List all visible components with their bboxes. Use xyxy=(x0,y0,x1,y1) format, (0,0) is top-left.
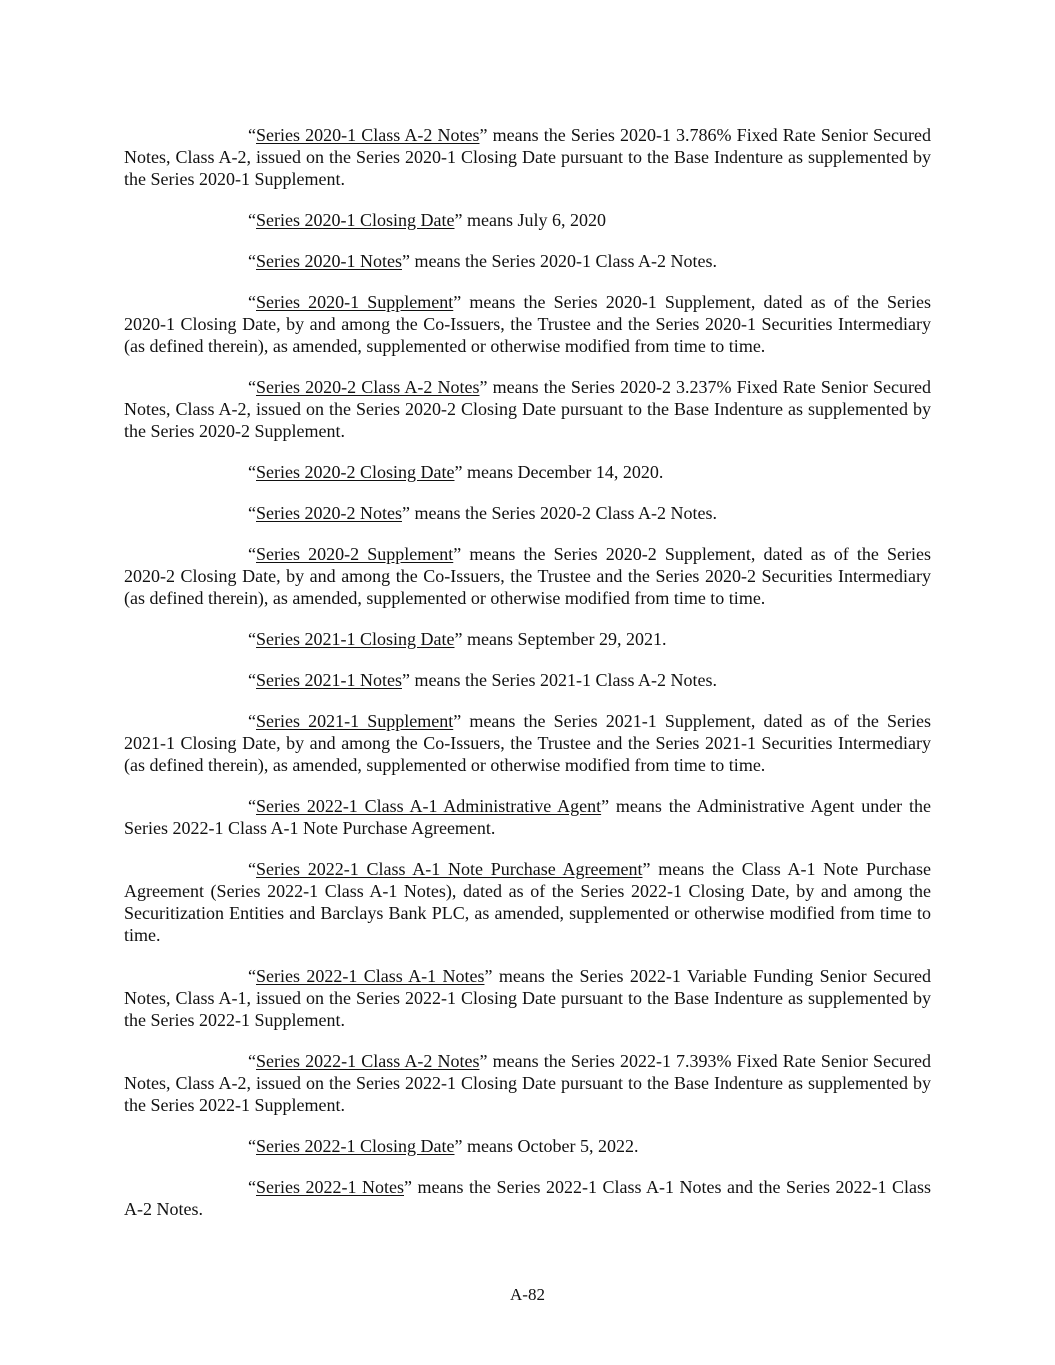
defined-term: Series 2022-1 Closing Date xyxy=(256,1136,455,1156)
defined-term: Series 2020-2 Class A-2 Notes xyxy=(256,377,480,397)
definition-text: means the Series 2020-2 Class A-2 Notes. xyxy=(409,503,717,523)
definition-text: means October 5, 2022. xyxy=(462,1136,639,1156)
defined-term: Series 2021-1 Closing Date xyxy=(256,629,455,649)
document-body xyxy=(124,124,931,1239)
definition-paragraph: “Series 2021-1 Supplement” means the Series 2021-1 Supplement, dated as of the Series 2021-1 Closing Date, by and among the Co-Issuers, the Trustee and the Series 2021-1 Securities Intermediary (as defined therein), as amended, supplemented or otherwise modified from time to time. xyxy=(124,711,931,775)
definition-paragraph: “Series 2022-1 Class A-1 Administrative Agent” means the Administrative Agent under the Series 2022-1 Class A-1 Note Purchase Agreement. xyxy=(124,796,931,838)
defined-term: Series 2020-1 Closing Date xyxy=(256,210,455,230)
definition-paragraph: “Series 2022-1 Class A-1 Note Purchase Agreement” means the Class A-1 Note Purchase Agreement (Series 2022-1 Class A-1 Notes), dated as of the Series 2022-1 Closing Date, by and among the Securitization Entities and Barclays Bank PLC, as amended, supplemented or otherwise modified from time to time. xyxy=(124,859,931,945)
definition-paragraph: “Series 2020-2 Closing Date” means December 14, 2020. xyxy=(248,462,664,482)
definition-text: means the Series 2020-1 Supplement, dated as of the Series 2020-1 Closing Date, by and among the Co-Issuers, the Trustee and the Series 2020-1 Securities Intermediary (as defined therein), as amended, supplemented or otherwise modified from time to time. xyxy=(124,292,931,356)
definition-text: means the Administrative Agent under the Series 2022-1 Class A-1 Note Purchase Agreement. xyxy=(124,796,931,838)
page-number: A-82 xyxy=(510,1285,545,1304)
definition-paragraph: “Series 2022-1 Class A-1 Notes” means the Series 2022-1 Variable Funding Senior Secured Notes, Class A-1, issued on the Series 2022-1 Closing Date pursuant to the Base Indenture as supplemented by the Series 2022-1 Supplement. xyxy=(124,966,931,1030)
defined-term: Series 2020-1 Class A-2 Notes xyxy=(256,125,480,145)
definition-paragraph: “Series 2020-1 Closing Date” means July 6, 2020 xyxy=(248,210,606,230)
definition-text: means December 14, 2020. xyxy=(462,462,664,482)
defined-term: Series 2022-1 Class A-2 Notes xyxy=(256,1051,480,1071)
definition-paragraph: “Series 2020-1 Supplement” means the Series 2020-1 Supplement, dated as of the Series 2020-1 Closing Date, by and among the Co-Issuers, the Trustee and the Series 2020-1 Securities Intermediary (as defined therein), as amended, supplemented or otherwise modified from time to time. xyxy=(124,292,931,356)
definition-text: means the Series 2020-1 3.786% Fixed Rate Senior Secured Notes, Class A-2, issued on the Series 2020-1 Closing Date pursuant to the Base Indenture as supplemented by the Series 2020-1 Supplement. xyxy=(124,125,932,189)
definition-paragraph: “Series 2021-1 Closing Date” means September 29, 2021. xyxy=(248,629,667,649)
definition-paragraph: “Series 2022-1 Closing Date” means October 5, 2022. xyxy=(248,1136,639,1156)
definition-text: means the Series 2022-1 Variable Funding Senior Secured Notes, Class A-1, issued on the Series 2022-1 Closing Date pursuant to the Base Indenture as supplemented by the Series 2022-1 Supplement. xyxy=(124,966,931,1030)
definition-paragraph: “Series 2022-1 Class A-2 Notes” means the Series 2022-1 7.393% Fixed Rate Senior Secured Notes, Class A-2, issued on the Series 2022-1 Closing Date pursuant to the Base Indenture as supplemented by the Series 2022-1 Supplement. xyxy=(124,1051,932,1115)
definition-text: means the Series 2020-1 Class A-2 Notes. xyxy=(409,251,717,271)
defined-term: Series 2020-2 Closing Date xyxy=(256,462,455,482)
definition-paragraph: “Series 2021-1 Notes” means the Series 2021-1 Class A-2 Notes. xyxy=(248,670,717,690)
defined-term: Series 2022-1 Class A-1 Administrative Agent xyxy=(256,796,602,816)
defined-term: Series 2020-1 Supplement xyxy=(256,292,454,312)
definition-text: means the Series 2022-1 Class A-1 Notes and the Series 2022-1 Class A-2 Notes. xyxy=(124,1177,931,1219)
defined-term: Series 2020-1 Notes xyxy=(256,251,402,271)
defined-term: Series 2020-2 Supplement xyxy=(256,544,454,564)
definition-text: means July 6, 2020 xyxy=(462,210,606,230)
definition-text: means the Series 2021-1 Class A-2 Notes. xyxy=(409,670,717,690)
definition-text: means the Series 2021-1 Supplement, dated as of the Series 2021-1 Closing Date, by and among the Co-Issuers, the Trustee and the Series 2021-1 Securities Intermediary (as defined therein), as amended, supplemented or otherwise modified from time to time. xyxy=(124,711,931,775)
definition-text: means September 29, 2021. xyxy=(462,629,667,649)
definition-text: means the Class A-1 Note Purchase Agreement (Series 2022-1 Class A-1 Notes), dated as of the Series 2022-1 Closing Date, by and among the Securitization Entities and Barclays Bank PLC, as amended, supplemented or otherwise modified from time to time. xyxy=(124,859,931,945)
definition-text: means the Series 2020-2 3.237% Fixed Rate Senior Secured Notes, Class A-2, issued on the Series 2020-2 Closing Date pursuant to the Base Indenture as supplemented by the Series 2020-2 Supplement. xyxy=(124,377,932,441)
definition-paragraph: “Series 2020-2 Supplement” means the Series 2020-2 Supplement, dated as of the Series 2020-2 Closing Date, by and among the Co-Issuers, the Trustee and the Series 2020-2 Securities Intermediary (as defined therein), as amended, supplemented or otherwise modified from time to time. xyxy=(124,544,931,608)
definition-paragraph: “Series 2020-2 Class A-2 Notes” means the Series 2020-2 3.237% Fixed Rate Senior Secured Notes, Class A-2, issued on the Series 2020-2 Closing Date pursuant to the Base Indenture as supplemented by the Series 2020-2 Supplement. xyxy=(124,377,932,441)
definition-paragraph: “Series 2022-1 Notes” means the Series 2022-1 Class A-1 Notes and the Series 2022-1 Class A-2 Notes. xyxy=(124,1177,931,1219)
defined-term: Series 2021-1 Supplement xyxy=(256,711,454,731)
defined-term: Series 2022-1 Class A-1 Note Purchase Agreement xyxy=(256,859,643,879)
defined-term: Series 2022-1 Class A-1 Notes xyxy=(256,966,485,986)
definition-paragraph: “Series 2020-2 Notes” means the Series 2020-2 Class A-2 Notes. xyxy=(248,503,717,523)
definition-text: means the Series 2022-1 7.393% Fixed Rate Senior Secured Notes, Class A-2, issued on the Series 2022-1 Closing Date pursuant to the Base Indenture as supplemented by the Series 2022-1 Supplement. xyxy=(124,1051,932,1115)
definition-text: means the Series 2020-2 Supplement, dated as of the Series 2020-2 Closing Date, by and among the Co-Issuers, the Trustee and the Series 2020-2 Securities Intermediary (as defined therein), as amended, supplemented or otherwise modified from time to time. xyxy=(124,544,931,608)
defined-term: Series 2021-1 Notes xyxy=(256,670,402,690)
defined-term: Series 2020-2 Notes xyxy=(256,503,402,523)
definition-paragraph: “Series 2020-1 Class A-2 Notes” means the Series 2020-1 3.786% Fixed Rate Senior Secured Notes, Class A-2, issued on the Series 2020-1 Closing Date pursuant to the Base Indenture as supplemented by the Series 2020-1 Supplement. xyxy=(124,125,932,189)
defined-term: Series 2022-1 Notes xyxy=(256,1177,404,1197)
definition-paragraph: “Series 2020-1 Notes” means the Series 2020-1 Class A-2 Notes. xyxy=(248,251,717,271)
